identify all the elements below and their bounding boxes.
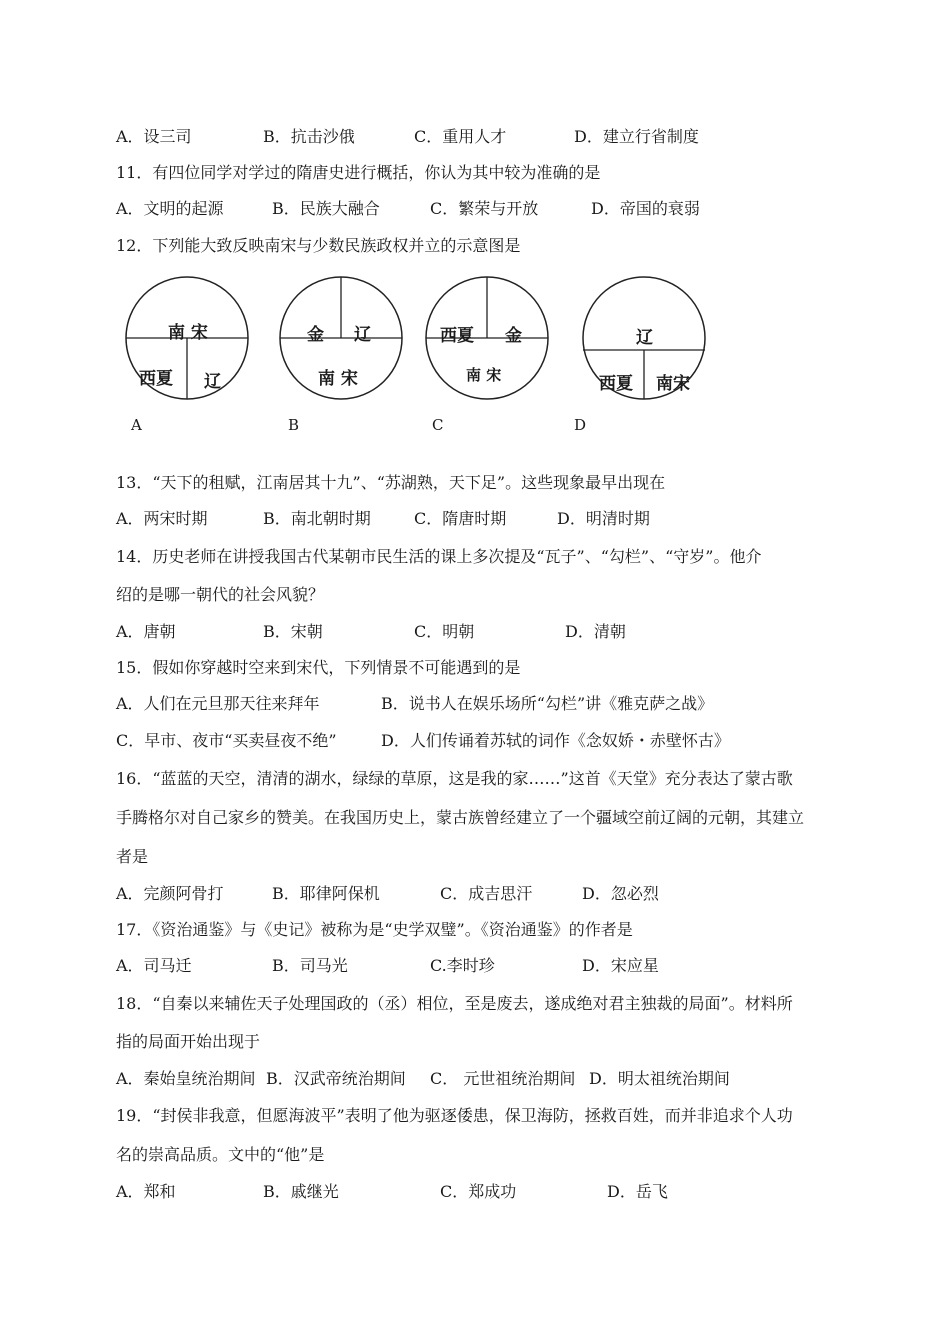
q16-option-c: C．成吉思汗 [440, 884, 533, 903]
q19-option-b: B．戚继光 [263, 1182, 339, 1201]
q11-option-a: A．文明的起源 [116, 199, 224, 218]
q15-stem: 15．假如你穿越时空来到宋代，下列情景不可能遇到的是 [116, 658, 521, 677]
q19-stem-line1: 19．“封侯非我意，但愿海波平”表明了他为驱逐倭患，保卫海防，拯救百姓，而并非追求个人功 [116, 1106, 793, 1125]
q13-stem: 13．“天下的租赋，江南居其十九”、“苏湖熟，天下足”。这些现象最早出现在 [116, 473, 666, 492]
q11-option-d: D．帝国的衰弱 [591, 199, 700, 218]
diagram-b-label-right: 辽 [354, 325, 371, 345]
q16-stem-line3: 者是 [116, 847, 149, 866]
q19-option-a: A．郑和 [116, 1182, 176, 1201]
diagram-a-label-top: 南 宋 [168, 323, 208, 343]
q10-option-a: A．设三司 [116, 127, 192, 146]
q15-option-a: A．人们在元旦那天往来拜年 [116, 694, 320, 713]
q13-option-b: B．南北朝时期 [263, 509, 371, 528]
q19-stem-line2: 名的崇高品质。文中的“他”是 [116, 1145, 325, 1164]
q17-option-d: D．宋应星 [582, 956, 659, 975]
q18-option-c: C． 元世祖统治期间 [430, 1069, 576, 1088]
q10-option-b: B．抗击沙俄 [263, 127, 355, 146]
q17-stem: 17．《资治通鉴》与《史记》被称为是“史学双璧”。《资治通鉴》的作者是 [116, 920, 633, 939]
q10-option-c: C．重用人才 [414, 127, 507, 146]
diagram-b-letter: B [288, 416, 300, 434]
q14-option-b: B．宋朝 [263, 622, 323, 641]
q16-stem-line1: 16．“蓝蓝的天空，清清的湖水，绿绿的草原，这是我的家……”这首《天堂》充分表达了蒙古歌 [116, 769, 793, 788]
q18-stem-line1: 18．“自秦以来辅佐天子处理国政的（丞）相位，至是废去，遂成绝对君主独裁的局面”。材料所 [116, 994, 793, 1013]
q14-stem-line2: 绍的是哪一朝代的社会风貌？ [116, 585, 325, 604]
q18-option-d: D．明太祖统治期间 [589, 1069, 730, 1088]
q19-option-d: D．岳飞 [607, 1182, 668, 1201]
diagram-b-label-bottom: 南 宋 [318, 369, 358, 389]
diagram-c-letter: C [432, 416, 444, 434]
q16-option-d: D．忽必烈 [582, 884, 659, 903]
q17-option-b: B．司马光 [272, 956, 348, 975]
diagram-b-label-left: 金 [307, 325, 324, 345]
q11-option-b: B．民族大融合 [272, 199, 380, 218]
diagram-a-label-right: 辽 [204, 372, 221, 392]
q14-stem-line1: 14．历史老师在讲授我国古代某朝市民生活的课上多次提及“瓦子”、“勾栏”、“守岁”。他介 [116, 547, 762, 566]
diagram-a-label-left: 西夏 [139, 369, 173, 389]
q16-stem-line2: 手腾格尔对自己家乡的赞美。在我国历史上，蒙古族曾经建立了一个疆域空前辽阔的元朝，其建立 [116, 808, 805, 827]
q15-option-c: C．早市、夜市“买卖昼夜不绝” [116, 731, 337, 750]
q13-option-a: A．两宋时期 [116, 509, 208, 528]
diagram-d-letter: D [574, 416, 587, 434]
q18-option-a: A．秦始皇统治期间 [116, 1069, 256, 1088]
q14-option-c: C．明朝 [414, 622, 475, 641]
diagram-d-label-top: 辽 [636, 328, 653, 348]
q18-option-b: B．汉武帝统治期间 [266, 1069, 406, 1088]
diagram-c-label-left: 西夏 [440, 326, 474, 346]
diagram-a-letter: A [131, 416, 142, 434]
q18-stem-line2: 指的局面开始出现于 [116, 1032, 261, 1051]
diagram-d-label-right: 南宋 [656, 374, 690, 394]
q11-option-c: C．繁荣与开放 [430, 199, 539, 218]
diagram-c-label-right: 金 [505, 326, 522, 346]
q16-option-a: A．完颜阿骨打 [116, 884, 224, 903]
diagram-c-label-bottom: 南 宋 [466, 366, 502, 384]
q17-option-c: C.李时珍 [430, 956, 495, 975]
q14-option-d: D．清朝 [565, 622, 626, 641]
q11-stem: 11．有四位同学对学过的隋唐史进行概括，你认为其中较为准确的是 [116, 163, 601, 182]
q15-option-b: B．说书人在娱乐场所“勾栏”讲《雅克萨之战》 [381, 694, 714, 713]
q13-option-d: D．明清时期 [557, 509, 650, 528]
q17-option-a: A．司马迁 [116, 956, 192, 975]
diagram-d-label-left: 西夏 [599, 374, 633, 394]
q19-option-c: C．郑成功 [440, 1182, 517, 1201]
q10-option-d: D．建立行省制度 [574, 127, 699, 146]
q13-option-c: C．隋唐时期 [414, 509, 507, 528]
q14-option-a: A．唐朝 [116, 622, 176, 641]
q16-option-b: B．耶律阿保机 [272, 884, 380, 903]
q15-option-d: D．人们传诵着苏轼的词作《念奴娇・赤壁怀古》 [381, 731, 730, 750]
q12-stem: 12．下列能大致反映南宋与少数民族政权并立的示意图是 [116, 236, 521, 255]
